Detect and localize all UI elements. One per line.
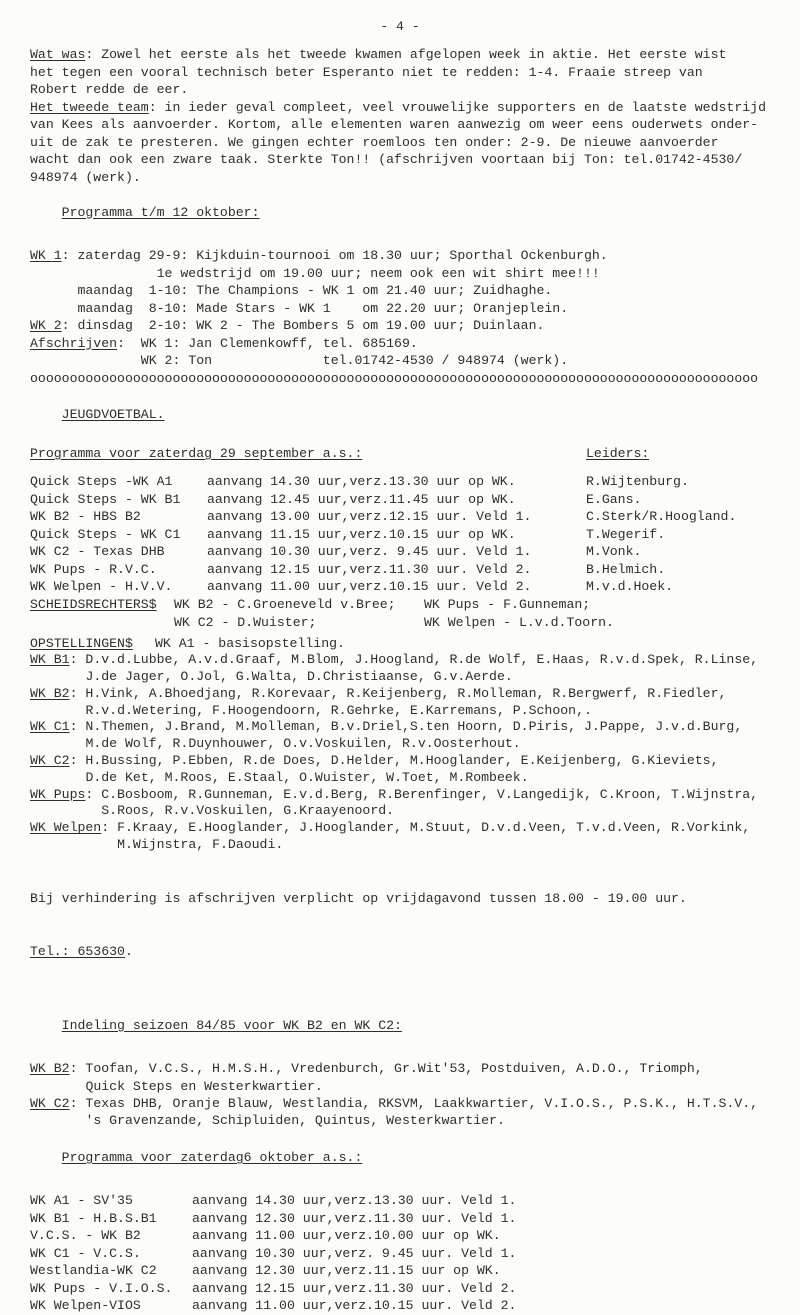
youth-section-title — [30, 388, 800, 441]
text-line — [30, 317, 800, 335]
text-line — [30, 99, 800, 117]
division-title: Indeling seizoen 84/85 voor WK B2 en WK C2: — [61, 1017, 402, 1033]
lineups-intro: WK A1 - basisopstelling. — [155, 635, 345, 651]
time-cell: aanvang 11.00 uur,verz.10.15 uur. Veld 2. — [207, 579, 532, 594]
text-line — [30, 335, 800, 353]
line-text: wacht dan ook een zware taak. Sterkte Ton!! (afschrijven voortaan bij Ton: tel.01742-4530/ — [30, 152, 743, 167]
team-line: WK B2: Toofan, V.C.S., H.M.S.H., Vredenburch, Gr.Wit'53, Postduiven, A.D.O., Triomph, — [30, 1061, 703, 1077]
match-cell: WK C1 - V.C.S. — [30, 1245, 141, 1261]
team-text: 's Gravenzande, Schipluiden, Quintus, Westerkwartier. — [85, 1113, 505, 1129]
underlined-label: Wat was — [30, 47, 86, 62]
match-cell: WK A1 - SV'35 — [30, 1193, 133, 1209]
table-row — [30, 473, 800, 491]
team-text: Toofan, V.C.S., H.M.S.H., Vredenburch, Gr.Wit'53, Postduiven, A.D.O., Triomph, — [85, 1061, 703, 1077]
youth-program-heading-row — [30, 445, 800, 463]
time-cell: aanvang 12.30 uur,verz.11.15 uur op WK. — [192, 1263, 501, 1279]
table-row — [30, 491, 800, 509]
text-line — [30, 282, 800, 300]
team-text: H.Bussing, P.Ebben, R.de Does, D.Helder, M.Hooglander, E.Keijenberg, G.Kieviets, — [85, 753, 719, 769]
time-cell: aanvang 14.30 uur,verz.13.30 uur op WK. — [207, 474, 516, 489]
separator: oooooooooooooooooooooooooooooooooooooooooooooooooooooooooooooooooooooooooooooooooooooooooooo — [30, 370, 759, 386]
line-text: uit de zak te presteren. We gingen echter roemloos ten onder: 2-9. De nieuwe aanvoerder — [30, 134, 719, 150]
absence-note: Bij verhindering is afschrijven verplicht op vrijdagavond tussen 18.00 - 19.00 uur. Tel.: 653630. — [30, 855, 800, 995]
team-line: WK Welpen: F.Kraay, E.Hooglander, J.Hooglander, M.Stuut, D.v.d.Veen, T.v.d.Veen, R.Vorkink, — [30, 820, 751, 836]
underlined-label: Het tweede team — [30, 99, 149, 115]
program2-table — [30, 1192, 800, 1315]
leader-cell: R.Wijtenburg. — [586, 474, 689, 489]
text-line — [30, 64, 800, 82]
lineups-label: OPSTELLINGEN$ — [30, 635, 133, 651]
match-cell: WK Pups - V.I.O.S. — [30, 1280, 173, 1296]
program2-title: Programma voor zaterdag6 oktober a.s.: — [61, 1149, 363, 1165]
time-cell: aanvang 10.30 uur,verz. 9.45 uur. Veld 1. — [192, 1245, 517, 1261]
divisions — [30, 1060, 800, 1129]
youth-program-heading — [30, 445, 586, 463]
team-text: D.de Ket, M.Roos, E.Staal, O.Wuister, W.Toet, M.Rombeek. — [85, 769, 529, 785]
team-line: WK C1: N.Themen, J.Brand, M.Molleman, B.v.Driel,S.ten Hoorn, D.Piris, J.Pappe, J.v.d.Burg, — [30, 719, 743, 735]
text-line — [30, 151, 800, 169]
match-cell: WK Welpen - H.V.V. — [30, 579, 173, 594]
team-label: WK Welpen — [30, 820, 102, 836]
team-text: R.v.d.Wetering, F.Hoogendoorn, R.Gehrke, E.Karremans, P.Schoon,. — [85, 702, 592, 718]
referee-row — [30, 614, 800, 632]
table-row — [30, 1297, 800, 1315]
program2-heading — [30, 1131, 800, 1184]
leader-cell: E.Gans. — [586, 491, 642, 507]
table-row — [30, 1280, 800, 1298]
match-cell: WK Pups - R.V.C. — [30, 561, 157, 577]
team-line — [30, 736, 800, 753]
absence-phone: Tel.: 653630 — [30, 943, 125, 959]
line-text: het tegen een vooral technisch beter Esperanto niet te redden: 1-4. Fraaie streep van — [30, 64, 703, 80]
match-cell: Quick Steps - WK B1 — [30, 491, 181, 507]
text-line — [30, 134, 800, 152]
team-label: WK Pups — [30, 786, 86, 802]
time-cell: aanvang 12.45 uur,verz.11.45 uur op WK. — [207, 491, 516, 507]
team-text: M.Wijnstra, F.Daoudi. — [117, 837, 284, 853]
time-cell: aanvang 14.30 uur,verz.13.30 uur. Veld 1. — [192, 1193, 517, 1209]
document-body — [30, 46, 800, 1315]
text-line — [30, 352, 800, 370]
team-text: M.de Wolf, R.Duynhouwer, O.v.Voskuilen, R.v.Oosterhout. — [85, 736, 521, 752]
lineups-header — [30, 636, 800, 653]
program-heading — [30, 186, 800, 239]
match-cell: WK Welpen-VIOS — [30, 1298, 141, 1314]
text-line — [30, 169, 800, 187]
team-line: WK Pups: C.Bosboom, R.Gunneman, E.v.d.Berg, R.Berenfinger, V.Langedijk, C.Kroon, T.Wijnstra, — [30, 786, 759, 802]
leader-cell: M.Vonk. — [586, 544, 642, 559]
time-cell: aanvang 11.15 uur,verz.10.15 uur op WK. — [207, 526, 516, 542]
table-row — [30, 1210, 800, 1228]
table-row — [30, 1227, 800, 1245]
time-cell: aanvang 13.00 uur,verz.12.15 uur. Veld 1. — [207, 509, 532, 524]
table-row — [30, 578, 800, 596]
table-row — [30, 543, 800, 561]
underlined-label: WK 1 — [30, 248, 62, 263]
team-text: D.v.d.Lubbe, A.v.d.Graaf, M.Blom, J.Hoogland, R.de Wolf, E.Haas, R.v.d.Spek, R.Linse, — [85, 652, 759, 668]
team-line — [30, 837, 800, 854]
team-label: WK C2 — [30, 1096, 70, 1112]
match-cell: V.C.S. - WK B2 — [30, 1228, 141, 1244]
underlined-label: Afschrijven — [30, 335, 118, 351]
line-text: : WK 1: Jan Clemenkowff, tel. 685169. — [117, 335, 418, 351]
underlined-label: WK 2 — [30, 318, 62, 333]
table-row — [30, 1245, 800, 1263]
team-label: WK B2 — [30, 1061, 70, 1077]
line-text: : in ieder geval compleet, veel vrouwelijke supporters en de laatste wedstrijd — [148, 99, 766, 115]
text-line — [30, 300, 800, 318]
youth-matches-table — [30, 473, 800, 596]
team-text: H.Vink, A.Bhoedjang, R.Korevaar, R.Keijenberg, R.Molleman, R.Bergwerf, R.Fiedler, — [85, 685, 727, 701]
match-report — [30, 46, 800, 186]
referee-entry: WK C2 - D.Wuister; — [174, 614, 317, 630]
team-line: WK C2: H.Bussing, P.Ebben, R.de Does, D.Helder, M.Hooglander, E.Keijenberg, G.Kieviets, — [30, 753, 719, 769]
team-line — [30, 1078, 800, 1095]
team-text: F.Kraay, E.Hooglander, J.Hooglander, M.Stuut, D.v.d.Veen, T.v.d.Veen, R.Vorkink, — [117, 820, 751, 836]
team-line — [30, 770, 800, 787]
line-text: 948974 (werk). — [30, 169, 141, 185]
leaders-title: Leiders: — [586, 446, 650, 461]
team-line — [30, 803, 800, 820]
program-title: Programma t/m 12 oktober: — [61, 204, 260, 220]
team-text: S.Roos, R.v.Voskuilen, G.Kraayenoord. — [101, 803, 395, 819]
referee-entry: WK Welpen - L.v.d.Toorn. — [424, 614, 614, 630]
table-row — [30, 1262, 800, 1280]
match-cell: Quick Steps -WK A1 — [30, 474, 173, 489]
referees-label: SCHEIDSRECHTERS$ — [30, 597, 157, 612]
team-text: Texas DHB, Oranje Blauw, Westlandia, RKSVM, Laakkwartier, V.I.O.S., P.S.K., H.T.S.V., — [85, 1096, 759, 1112]
team-label: WK B2 — [30, 685, 70, 701]
time-cell: aanvang 12.15 uur,verz.11.30 uur. Veld 2. — [192, 1280, 517, 1296]
referee-row — [30, 596, 800, 614]
team-line: WK B2: H.Vink, A.Bhoedjang, R.Korevaar, R.Keijenberg, R.Molleman, R.Bergwerf, R.Fiedler, — [30, 685, 727, 701]
time-cell: aanvang 11.00 uur,verz.10.00 uur op WK. — [192, 1228, 501, 1244]
match-cell: Westlandia-WK C2 — [30, 1263, 157, 1279]
youth-program-title: Programma voor zaterdag 29 september a.s.: — [30, 446, 363, 461]
line-text: WK 2: Ton tel.01742-4530 / 948974 (werk). — [30, 353, 569, 368]
text-line — [30, 265, 800, 283]
team-line: WK B1: D.v.d.Lubbe, A.v.d.Graaf, M.Blom, J.Hoogland, R.de Wolf, E.Haas, R.v.d.Spek, R.Linse, — [30, 652, 759, 668]
time-cell: aanvang 11.00 uur,verz.10.15 uur. Veld 2. — [192, 1298, 517, 1314]
line-text: van Kees als aanvoerder. Kortom, alle elementen waren aanwezig om weer eens ouderwets onder- — [30, 117, 759, 132]
leader-cell: B.Helmich. — [586, 561, 666, 577]
senior-program — [30, 247, 800, 370]
text-line — [30, 81, 800, 99]
team-line: WK C2: Texas DHB, Oranje Blauw, Westlandia, RKSVM, Laakkwartier, V.I.O.S., P.S.K., H.T.S.V., — [30, 1096, 759, 1112]
table-row — [30, 561, 800, 579]
table-row — [30, 1192, 800, 1210]
match-cell: WK B1 - H.B.S.B1 — [30, 1210, 157, 1226]
table-row — [30, 508, 800, 526]
text-line — [30, 46, 800, 64]
text-line — [30, 247, 800, 265]
team-line — [30, 703, 800, 720]
team-label: WK C2 — [30, 753, 70, 769]
match-cell: Quick Steps - WK C1 — [30, 526, 181, 542]
lineups — [30, 636, 800, 854]
leader-cell: C.Sterk/R.Hoogland. — [586, 509, 737, 524]
team-label: WK C1 — [30, 719, 70, 735]
time-cell: aanvang 12.15 uur,verz.11.30 uur. Veld 2. — [207, 561, 532, 577]
time-cell: aanvang 12.30 uur,verz.11.30 uur. Veld 1. — [192, 1210, 517, 1226]
team-text: Quick Steps en Westerkwartier. — [85, 1078, 323, 1094]
leaders-heading — [586, 445, 649, 463]
team-text: J.de Jager, O.Jol, G.Walta, D.Christiaanse, G.v.Aerde. — [85, 669, 513, 685]
line-text: 1e wedstrijd om 19.00 uur; neem ook een wit shirt mee!!! — [30, 265, 600, 281]
match-cell: WK B2 - HBS B2 — [30, 509, 141, 524]
line-text: : dinsdag 2-10: WK 2 - The Bombers 5 om 19.00 uur; Duinlaan. — [61, 318, 545, 333]
referee-entry: WK B2 - C.Groeneveld v.Bree; — [174, 597, 396, 612]
team-line — [30, 1112, 800, 1129]
team-text: N.Themen, J.Brand, M.Molleman, B.v.Driel,S.ten Hoorn, D.Piris, J.Pappe, J.v.d.Burg, — [85, 719, 743, 735]
absence-text: Bij verhindering is afschrijven verplicht op vrijdagavond tussen 18.00 - 19.00 uur. — [30, 891, 687, 907]
team-label: WK B1 — [30, 652, 70, 668]
table-row — [30, 526, 800, 544]
division-heading — [30, 999, 800, 1052]
match-cell: WK C2 - Texas DHB — [30, 544, 165, 559]
leader-cell: M.v.d.Hoek. — [586, 579, 674, 594]
line-text: Robert redde de eer. — [30, 82, 189, 97]
page-number: - 4 - — [380, 19, 420, 34]
referee-entry: WK Pups - F.Gunneman; — [424, 597, 591, 612]
referees — [30, 596, 800, 631]
team-line — [30, 669, 800, 686]
line-text: : Zowel het eerste als het tweede kwamen afgelopen week in aktie. Het eerste wist — [85, 47, 727, 62]
text-line — [30, 116, 800, 134]
line-text: maandag 8-10: Made Stars - WK 1 om 22.20 uur; Oranjeplein. — [30, 300, 569, 316]
line-text: maandag 1-10: The Champions - WK 1 om 21.40 uur; Zuidhaghe. — [30, 283, 553, 298]
line-text: : zaterdag 29-9: Kijkduin-tournooi om 18.30 uur; Sporthal Ockenburgh. — [61, 248, 608, 263]
team-text: C.Bosboom, R.Gunneman, E.v.d.Berg, R.Berenfinger, V.Langedijk, C.Kroon, T.Wijnstra, — [101, 786, 759, 802]
leader-cell: T.Wegerif. — [586, 526, 666, 542]
time-cell: aanvang 10.30 uur,verz. 9.45 uur. Veld 1. — [207, 544, 532, 559]
youth-title: JEUGDVOETBAL. — [61, 406, 165, 422]
